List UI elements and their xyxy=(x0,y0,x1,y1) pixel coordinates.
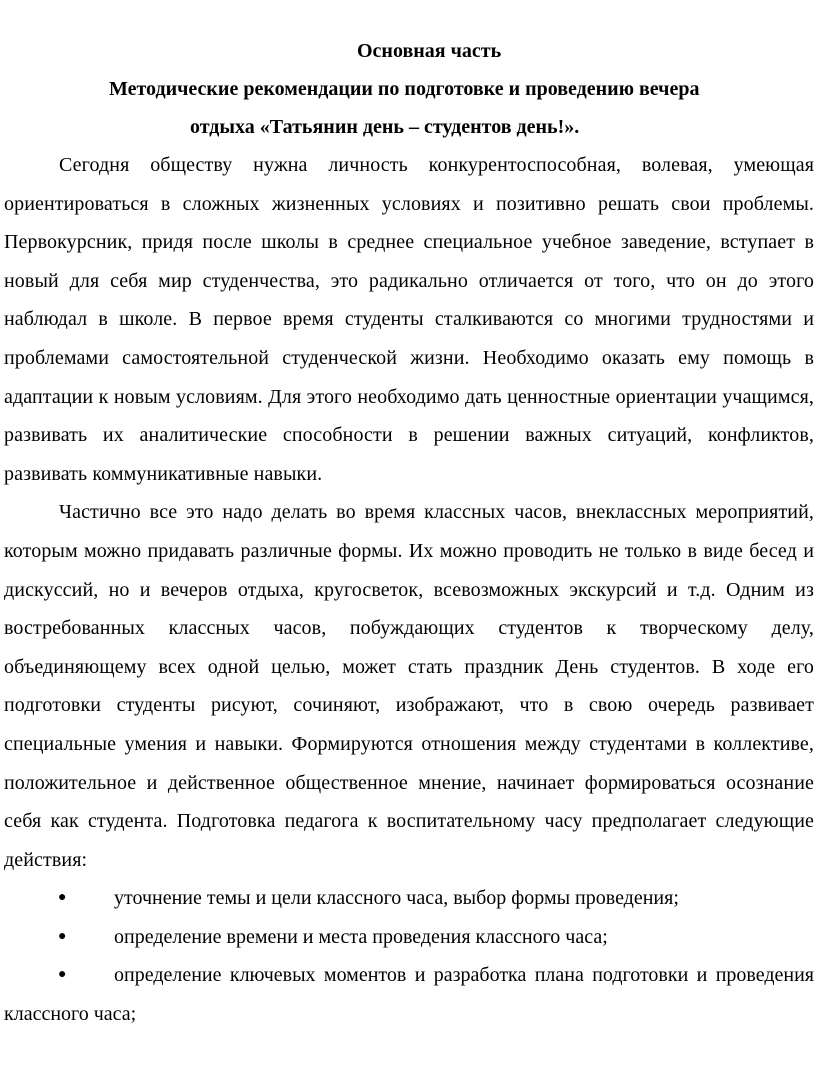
list-item xyxy=(4,956,814,1033)
list-item xyxy=(4,879,814,918)
list-item-text: определение времени и места проведения классного часа; xyxy=(114,925,608,948)
section-title: Основная часть xyxy=(357,40,502,62)
bullet-icon: ● xyxy=(58,928,67,944)
bullet-icon: ● xyxy=(58,890,67,906)
subtitle-line-2: отдыха «Татьянин день – студентов день!». xyxy=(190,116,580,138)
paragraph-2: Частично все это надо делать во время классных часов, внеклассных мероприятий, которым можно придавать различные формы. Их можно проводить не только в виде бесед и дискуссий, но и вечеров отдыха, кругосветок, всевозможных экскурсий и т.д. Одним из востребованных классных часов, побуждающих студентов к творческому делу, объединяющему всех одной целью, может стать праздник День студентов. В ходе его подготовки студенты рисуют, сочиняют, изображают, что в свою очередь развивает специальные умения и навыки. Формируются отношения между студентами в коллективе, положительное и действенное общественное мнение, начинает формироваться осознание себя как студента. Подготовка педагога к воспитательному часу предполагает следующие действия: xyxy=(4,501,814,871)
subtitle-line-1: Методические рекомендации по подготовке и проведению вечера xyxy=(109,78,700,100)
preparation-list xyxy=(4,879,814,1033)
bullet-icon: ● xyxy=(58,967,67,983)
paragraph-1: Сегодня обществу нужна личность конкурентоспособная, волевая, умеющая ориентироваться в сложных жизненных условиях и позитивно решать свои проблемы. Первокурсник, придя после школы в среднее специальное учебное заведение, вступает в новый для себя мир студенчества, это радикально отличается от того, что он до этого наблюдал в школе. В первое время студенты сталкиваются со многими трудностями и проблемами самостоятельной студенческой жизни. Необходимо оказать ему помощь в адаптации к новым условиям. Для этого необходимо дать ценностные ориентации учащимся, развивать их аналитические способности в решении важных ситуаций, конфликтов, развивать коммуникативные навыки. xyxy=(4,154,814,485)
document-page xyxy=(4,32,814,1034)
list-item-text: определение ключевых моментов и разработка плана подготовки и проведения классного часа; xyxy=(4,964,814,1026)
list-item xyxy=(4,918,814,957)
list-item-text: уточнение темы и цели классного часа, выбор формы проведения; xyxy=(114,887,679,910)
